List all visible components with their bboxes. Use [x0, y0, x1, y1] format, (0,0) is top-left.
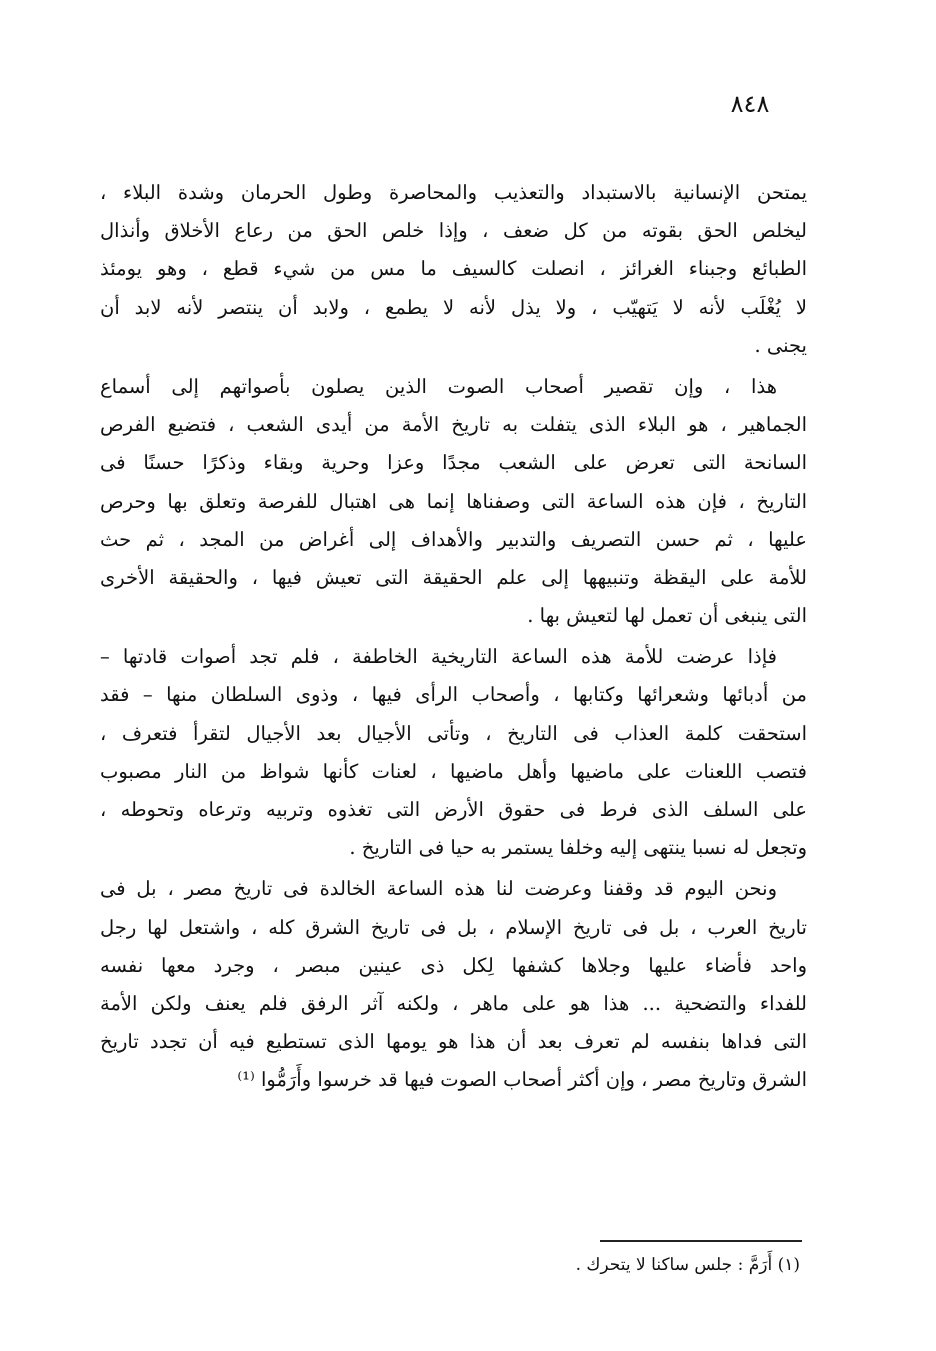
text-line: من أدبائها وشعرائها وكتابها ، وأصحاب الرأى فيها ، وذوى السلطان منها – فقد — [100, 683, 807, 707]
paragraph — [100, 174, 807, 365]
footnote-divider — [600, 1240, 802, 1242]
text-line: التى فداها بنفسه لم تعرف بعد أن هذا هو يومها الذى تستطيع فيه أن تجدد تاريخ — [100, 1030, 807, 1054]
text-line: لا يُغْلَب لأنه لا يَتهيّب ، ولا يذل لأنه لا يطمع ، ولابد أن ينتصر لأنه لابد أن — [100, 295, 807, 319]
text-line: ليخلص الحق بقوته من كل ضعف ، وإذا خلص الحق من رعاع الأخلاق وأنذال — [100, 219, 807, 243]
text-line: استحقت كلمة العذاب فى التاريخ ، وتأتى الأجيال بعد الأجيال لتقرأ فتعرف ، — [100, 721, 807, 745]
text-line: عليها ، ثم حسن التصريف والتدبير والأهداف إلى أغراض من المجد ، ثم حث — [100, 527, 807, 551]
text-line: وتجعل له نسبا ينتهى إليه وخلفا يستمر به حيا فى التاريخ . — [349, 836, 807, 860]
text-line: الشرق وتاريخ مصر ، وإن أكثر أصحاب الصوت فيها قد خرسوا وأَرَمُّوا ⁽¹⁾ — [237, 1068, 807, 1092]
paragraph — [100, 638, 807, 867]
text-line: واحد فأضاء عليها وجلاها كشفها لِكل ذى عينين مبصر ، وجرد معها نفسه — [100, 953, 807, 977]
text-line: يجنى . — [754, 333, 807, 357]
text-line: للأمة على اليقظة وتنبيهها إلى علم الحقيقة التى تعيش فيها ، والحقيقة الأخرى — [100, 565, 807, 589]
text-line: ونحن اليوم قد وقفنا وعرضت لنا هذه الساعة الخالدة فى تاريخ مصر ، بل فى — [100, 877, 777, 901]
text-line: التى ينبغى أن تعمل لها لتعيش بها . — [527, 604, 807, 628]
text-line: للفداء والتضحية ... هذا هو على ماهر ، ولكنه آثر الرفق فلم يعنف ولكن الأمة — [100, 991, 807, 1015]
text-line: هذا ، وإن تقصير أصحاب الصوت الذين يصلون بأصواتهم إلى أسماع — [100, 374, 777, 398]
text-line: الجماهير ، هو البلاء الذى يتفلت به تاريخ الأمة من أيدى الشعب ، فتضيع الفرص — [100, 413, 807, 437]
text-line: التاريخ ، فإن هذه الساعة التى وصفناها إنما هى اهتبال للفرصة وتعلق بها وحرص — [100, 489, 807, 513]
text-line: على السلف الذى فرط فى حقوق الأرض التى تغذوه وتربيه وترعاه وتحوطه ، — [100, 798, 807, 821]
text-line: يمتحن الإنسانية بالاستبداد والتعذيب والمحاصرة وطول الحرمان وشدة البلاء ، — [100, 181, 807, 204]
text-line: السانحة التى تعرض على الشعب مجدًا وعزا وحرية وبقاء وذكرًا حسنًا فى — [100, 451, 807, 475]
text-line: فتصب اللعنات على ماضيها وأهل ماضيها ، لعنات كأنها شواظ من النار مصبوب — [100, 759, 807, 783]
text-line: الطبائع وجبناء الغرائز ، انصلت كالسيف ما مس من شيء قطع ، وهو يومئذ — [100, 257, 807, 281]
paragraph — [100, 870, 807, 1099]
text-line: تاريخ العرب ، بل فى تاريخ الإسلام ، بل فى تاريخ الشرق كله ، واشتعل لها رجل — [100, 915, 807, 939]
body-text — [100, 174, 807, 1100]
page-number: ٨٤٨ — [730, 90, 770, 118]
footnote: (١) أَرَمَّ : جلس ساكنا لا يتحرك . — [575, 1255, 800, 1275]
text-line: فإذا عرضت للأمة هذه الساعة التاريخية الخاطفة ، فلم تجد أصوات قادتها – — [100, 645, 777, 669]
paragraph — [100, 368, 807, 635]
